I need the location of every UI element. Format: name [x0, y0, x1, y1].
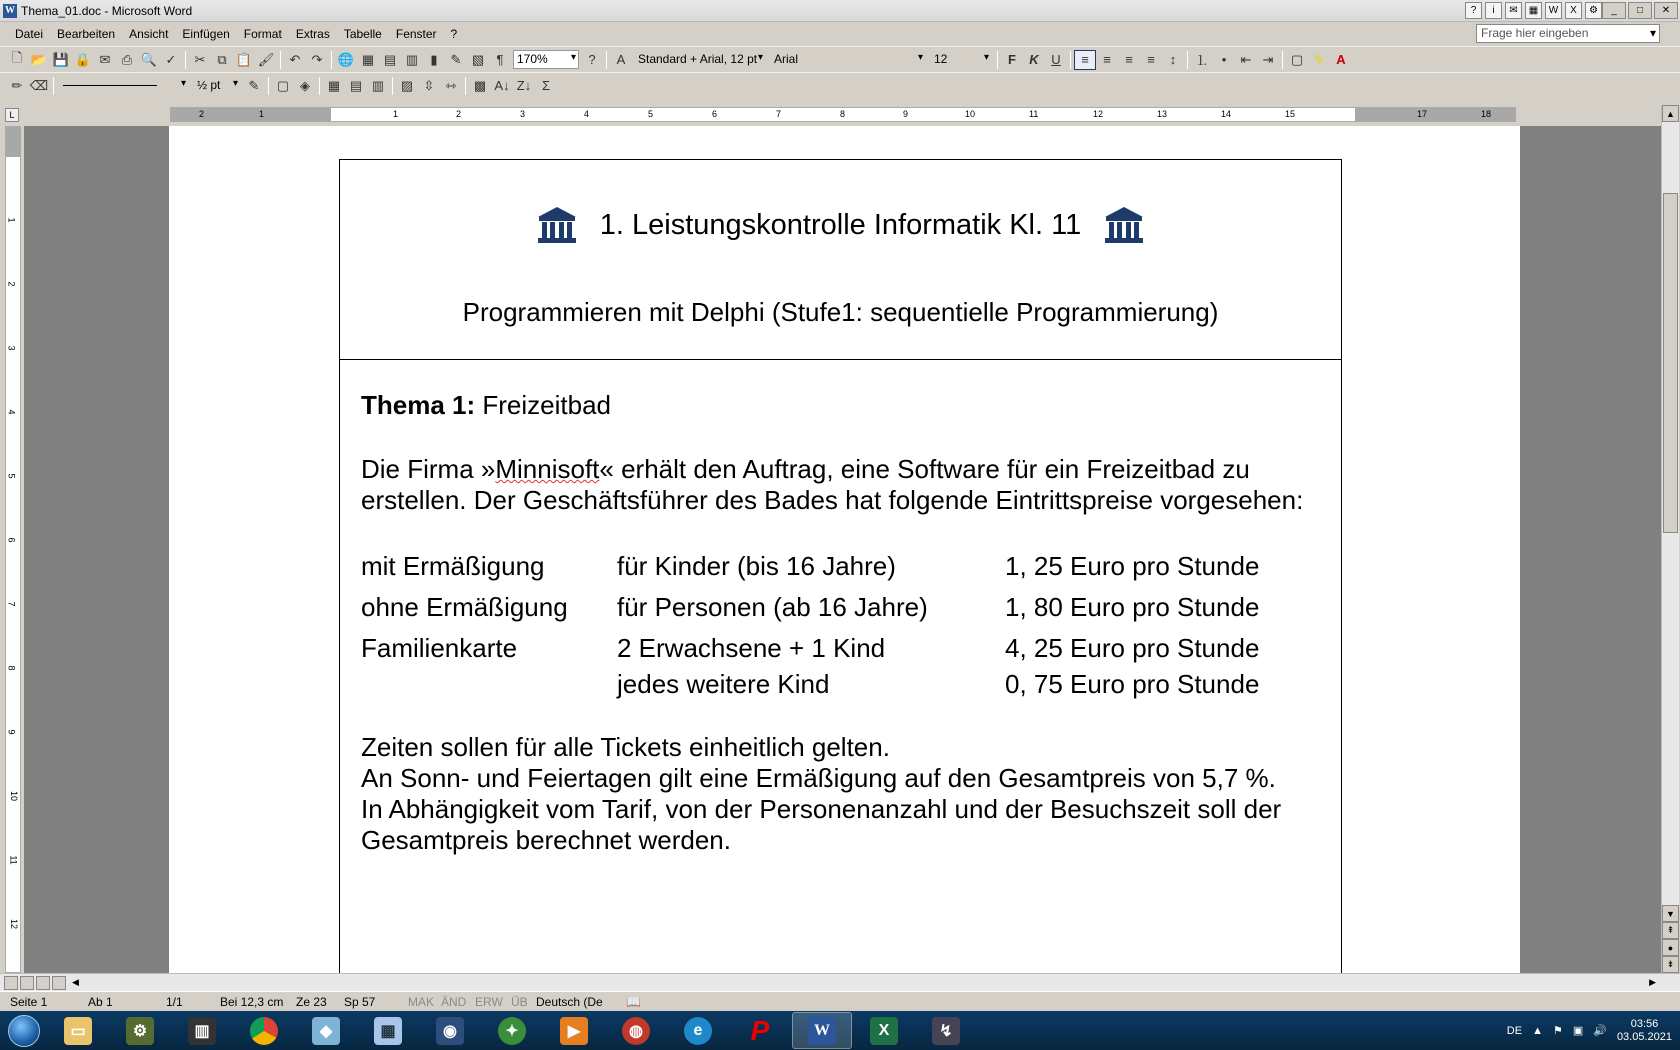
print-icon[interactable]: ⎙ [121, 51, 133, 67]
browse-object-icon[interactable]: ● [1662, 939, 1679, 956]
maximize-button[interactable]: □ [1628, 2, 1652, 19]
scroll-bottom-group [1662, 905, 1679, 973]
status-line: Ze 23 [296, 994, 327, 1009]
menu-datei[interactable]: Datei [15, 27, 44, 41]
close-button[interactable]: ✕ [1654, 2, 1678, 19]
document-canvas[interactable] [24, 126, 1661, 973]
tab-selector[interactable]: L [5, 108, 19, 122]
word-app-icon[interactable]: W [5, 5, 15, 16]
chip-icon: ▥ [188, 1017, 216, 1045]
info-icon[interactable]: i [1485, 2, 1502, 19]
menu-ansicht[interactable]: Ansicht [129, 27, 169, 41]
ruler-tick: 1 [393, 109, 399, 119]
menu-bearbeiten[interactable]: Bearbeiten [57, 27, 116, 41]
separator [268, 77, 269, 95]
menu-bar [0, 22, 1680, 46]
ruler-tick: 2 [199, 109, 205, 119]
columns-icon[interactable]: ▮ [430, 51, 438, 67]
rules-line: An Sonn- und Feiertagen gilt eine Ermäßigung auf den Gesamtpreis von 5,7 %. [361, 763, 1276, 793]
decrease-indent-icon[interactable]: ⇤ [1240, 51, 1252, 67]
price-who: für Kinder (bis 16 Jahre) [617, 551, 896, 581]
spellcheck-book-icon[interactable]: 📖 [626, 994, 641, 1009]
p-icon: P [750, 1014, 770, 1046]
separator [319, 77, 320, 95]
align-left-icon[interactable]: ≡ [1074, 50, 1096, 70]
vruler-tick: 5 [6, 473, 17, 479]
vruler-tick: 2 [6, 281, 17, 287]
separator [1070, 51, 1071, 69]
status-section: Ab 1 [88, 994, 113, 1009]
price-list [361, 546, 1320, 700]
cut-icon[interactable]: ✂ [194, 51, 206, 67]
doc-map-icon[interactable]: ▧ [471, 51, 485, 67]
zoom-select[interactable]: 170% ▾ [513, 50, 579, 69]
pilcrow-icon[interactable]: ¶ [496, 52, 504, 67]
permission-icon[interactable]: 🔒 [74, 51, 92, 67]
paste-icon[interactable]: 📋 [235, 51, 253, 67]
view-buttons [0, 976, 66, 990]
separator [1187, 51, 1188, 69]
status-bar [0, 991, 1680, 1011]
taskbar-app-tool[interactable] [916, 1012, 976, 1049]
taskbar-edge[interactable] [668, 1012, 728, 1049]
price-value: 1, 80 Euro pro Stunde [1005, 592, 1260, 622]
tables-toolbar [0, 72, 1680, 98]
temple-icon [536, 205, 578, 245]
autoformat-icon[interactable]: ▩ [473, 77, 487, 93]
separator [606, 51, 607, 69]
separator [331, 51, 332, 69]
rules-line: Zeiten sollen für alle Tickets einheitlich gelten. [361, 732, 890, 762]
insert-table-menu-icon[interactable]: ▦ [327, 77, 341, 93]
vruler-tick: 12 [9, 918, 20, 930]
excel-icon[interactable]: X [1565, 2, 1582, 19]
ruler-tick: 15 [1285, 109, 1296, 119]
minimize-button[interactable]: _ [1602, 2, 1626, 19]
price-who: 2 Erwachsene + 1 Kind [617, 633, 886, 663]
menu-format[interactable]: Format [243, 27, 282, 41]
eraser-icon[interactable]: ⌫ [29, 77, 49, 93]
price-type: mit Ermäßigung [361, 551, 545, 581]
taskbar-chrome[interactable] [234, 1012, 294, 1049]
status-column: Sp 57 [344, 994, 376, 1009]
edge-icon: e [684, 1017, 712, 1045]
border-icon[interactable]: ▢ [1290, 51, 1304, 67]
price-value: 0, 75 Euro pro Stunde [1005, 669, 1260, 699]
styles-icon[interactable]: A [616, 52, 626, 67]
separator [280, 51, 281, 69]
font-color-icon[interactable]: A [1336, 52, 1346, 67]
spell-error-word[interactable]: Minnisoft [495, 454, 600, 484]
standard-toolbar [0, 46, 1680, 72]
status-track[interactable]: ÄND [441, 994, 467, 1009]
separator [185, 51, 186, 69]
taskbar-app-gear[interactable] [110, 1012, 170, 1049]
status-extend[interactable]: ERW [475, 994, 503, 1009]
heading-row [340, 160, 1341, 245]
price-who: jedes weitere Kind [617, 669, 830, 699]
ruler-tick: 9 [903, 109, 909, 119]
menu-einfuegen[interactable]: Einfügen [182, 27, 230, 41]
copy-icon[interactable]: ⧉ [217, 51, 227, 67]
drawing-icon[interactable]: ✎ [450, 51, 462, 67]
style-select[interactable]: Standard + Arial, 12 pt ▾ [634, 50, 766, 69]
border-color-icon[interactable]: ✎ [248, 77, 260, 93]
ruler-tick: 8 [840, 109, 846, 119]
price-row [361, 587, 1320, 628]
page-title: 1. Leistungskontrolle Informatik Kl. 11 [599, 208, 1082, 241]
vruler-tick: 3 [6, 345, 17, 351]
prev-page-icon[interactable]: ⇞ [1662, 922, 1679, 939]
ruler-tick: 11 [1029, 109, 1039, 119]
glass-icon: ◆ [312, 1017, 340, 1045]
quick-icons [1465, 2, 1602, 19]
topic-title: Freizeitbad [475, 390, 611, 420]
bold-button[interactable]: F [1008, 52, 1016, 67]
ruler-tick: 17 [1417, 109, 1428, 119]
status-language[interactable]: Deutsch (De [536, 994, 603, 1009]
clock-time: 03:56 [1630, 1017, 1659, 1030]
menu-extras[interactable]: Extras [295, 27, 330, 41]
price-value: 1, 25 Euro pro Stunde [1005, 551, 1260, 581]
draw-table-icon[interactable]: ✏ [11, 77, 23, 93]
new-doc-icon[interactable]: 🗋 [11, 49, 23, 65]
align-center-icon[interactable]: ≡ [1103, 52, 1111, 67]
spelling-icon[interactable]: ✓ [165, 51, 177, 67]
exam-body [340, 360, 1341, 856]
help-icon[interactable]: ? [588, 52, 596, 67]
price-type: Familienkarte [361, 633, 518, 663]
hyperlink-icon[interactable]: 🌐 [337, 51, 355, 67]
undo-icon[interactable]: ↶ [289, 51, 301, 67]
menu-tabelle[interactable]: Tabelle [343, 27, 382, 41]
scroll-down-icon[interactable]: ▼ [1662, 905, 1679, 922]
ruler-tick: 1 [259, 109, 265, 119]
topic-label: Thema 1: [361, 390, 476, 420]
split-cells-icon[interactable]: ▥ [371, 77, 385, 93]
outside-border-icon[interactable]: ▢ [276, 77, 290, 93]
tool-icon: ↯ [932, 1017, 960, 1045]
chrome-icon [250, 1017, 278, 1045]
line-spacing-icon[interactable]: ↕ [1169, 52, 1177, 67]
delphi-icon: ◉ [436, 1017, 464, 1045]
vruler-tick: 10 [9, 790, 20, 802]
print-view-icon[interactable] [36, 976, 50, 990]
line-style-preview [63, 85, 157, 86]
increase-indent-icon[interactable]: ⇥ [1262, 51, 1274, 67]
document-page[interactable] [169, 126, 1520, 973]
calculator-icon: ▦ [374, 1017, 402, 1045]
bullets-icon[interactable]: • [1221, 52, 1227, 67]
italic-button[interactable]: K [1029, 52, 1039, 67]
ruler-tick: 10 [965, 109, 976, 119]
separator [1282, 51, 1283, 69]
topic-line [361, 390, 1320, 421]
word-icon[interactable]: W [1545, 2, 1562, 19]
shading-icon[interactable]: ◈ [300, 77, 310, 93]
vertical-ruler[interactable] [5, 126, 21, 973]
start-button[interactable] [0, 1011, 48, 1050]
ruler-tick: 12 [1093, 109, 1104, 119]
format-painter-icon[interactable]: 🖌 [257, 51, 275, 67]
taskbar-word[interactable] [792, 1012, 852, 1049]
word-icon: W [808, 1017, 836, 1045]
ruler-tick: 5 [648, 109, 654, 119]
taskbar-app-globe[interactable] [482, 1012, 542, 1049]
outline-view-icon[interactable] [52, 976, 66, 990]
taskbar-explorer[interactable] [48, 1012, 108, 1049]
insert-table-icon[interactable]: ▤ [383, 51, 397, 67]
taskbar-paint[interactable] [606, 1012, 666, 1049]
intro-text-a: Die Firma » [361, 454, 496, 484]
align-right-icon[interactable]: ≡ [1125, 52, 1133, 67]
insert-excel-icon[interactable]: ▥ [405, 51, 419, 67]
rules-paragraph [361, 732, 1320, 856]
redo-icon[interactable]: ↷ [311, 51, 323, 67]
vruler-tick: 1 [6, 217, 17, 223]
windows-orb-icon [8, 1015, 40, 1047]
autosum-icon[interactable]: Σ [541, 78, 551, 93]
normal-view-icon[interactable] [4, 976, 18, 990]
vruler-tick: 4 [6, 409, 17, 415]
taskbar [0, 1011, 1680, 1050]
ruler-track[interactable] [170, 107, 1516, 122]
taskbar-excel[interactable] [854, 1012, 914, 1049]
underline-button[interactable]: U [1051, 52, 1061, 67]
vruler-tick: 8 [6, 665, 17, 671]
vruler-tick: 7 [6, 601, 17, 607]
system-tray [1507, 1011, 1672, 1050]
title-bar [0, 0, 1680, 22]
taskbar-app-p[interactable] [730, 1012, 790, 1049]
ruler-tick: 6 [712, 109, 718, 119]
window-title: Thema_01.doc - Microsoft Word [21, 3, 193, 18]
taskbar-calculator[interactable] [358, 1012, 418, 1049]
line-style-select[interactable] [59, 76, 189, 95]
help-icon[interactable]: ? [1465, 2, 1482, 19]
web-view-icon[interactable] [20, 976, 34, 990]
calendar-icon[interactable]: ▦ [1525, 2, 1542, 19]
vruler-tick: 9 [6, 729, 17, 735]
save-icon[interactable]: 💾 [52, 51, 70, 67]
taskbar-delphi[interactable] [420, 1012, 480, 1049]
separator [392, 77, 393, 95]
intro-text-b: « erhält den Auftrag, eine Software für ein Freizeitbad zu erstellen. Der Geschäftsführer des Bades hat folgende Eintrittspreise vorgesehen: [361, 454, 1304, 515]
scroll-up-icon[interactable]: ▲ [1662, 105, 1679, 122]
network-icon[interactable]: ▣ [1572, 1025, 1584, 1037]
ruler-tick: 13 [1157, 109, 1168, 119]
gear-icon: ⚙ [126, 1017, 154, 1045]
line-weight-select[interactable]: ½ pt ▾ [193, 76, 241, 95]
volume-icon[interactable]: 🔊 [1593, 1025, 1607, 1037]
open-icon[interactable]: 📂 [30, 51, 48, 67]
scroll-thumb[interactable] [1663, 193, 1678, 533]
palette-icon: ◍ [622, 1017, 650, 1045]
status-page: Seite 1 [10, 994, 48, 1009]
ruler-tick: 14 [1221, 109, 1232, 119]
taskbar-media[interactable] [544, 1012, 604, 1049]
justify-icon[interactable]: ≡ [1147, 52, 1155, 67]
temple-icon [1103, 205, 1145, 245]
folder-icon: ▭ [64, 1017, 92, 1045]
exam-header [340, 160, 1341, 360]
window-controls [1602, 2, 1678, 19]
menu-help[interactable]: ? [450, 27, 458, 41]
status-pages: 1/1 [166, 994, 183, 1009]
merge-cells-icon[interactable]: ▤ [349, 77, 363, 93]
help-search-input[interactable]: Frage hier eingeben ▾ [1476, 24, 1660, 43]
clock[interactable] [1617, 1018, 1672, 1044]
status-overtype[interactable]: ÜB [511, 994, 528, 1009]
vertical-scrollbar[interactable] [1661, 105, 1679, 973]
numbering-icon[interactable]: ⒈ [1195, 53, 1209, 68]
status-position: Bei 12,3 cm [220, 994, 284, 1009]
separator [53, 77, 54, 95]
scroll-left-icon[interactable]: ◀ [72, 977, 79, 987]
next-page-icon[interactable]: ⇟ [1662, 956, 1679, 973]
font-size-select[interactable]: 12 ▾ [930, 50, 992, 69]
play-icon: ▶ [560, 1017, 588, 1045]
clock-date: 03.05.2021 [1616, 1030, 1672, 1043]
font-select[interactable]: Arial ▾ [770, 50, 926, 69]
price-value: 4, 25 Euro pro Stunde [1005, 633, 1260, 663]
horizontal-scrollbar[interactable] [0, 973, 1680, 991]
ruler-numbers [171, 108, 1515, 121]
sort-asc-icon[interactable]: A↓ [494, 78, 510, 93]
distribute-rows-icon[interactable]: ⇳ [423, 77, 435, 93]
price-type: ohne Ermäßigung [361, 592, 568, 622]
price-row [361, 546, 1320, 587]
settings-icon[interactable]: ⚙ [1585, 2, 1602, 19]
ruler-tick: 7 [776, 109, 782, 119]
cell-align-icon[interactable]: ▨ [400, 77, 414, 93]
price-row [361, 628, 1320, 669]
exam-frame [339, 159, 1342, 973]
scroll-right-icon[interactable]: ▶ [1649, 977, 1656, 987]
highlight-icon[interactable]: ✎ [1313, 51, 1325, 67]
tables-borders-icon[interactable]: ▦ [361, 51, 375, 67]
menu-fenster[interactable]: Fenster [395, 27, 437, 41]
excel-icon: X [870, 1017, 898, 1045]
price-who: für Personen (ab 16 Jahre) [617, 592, 928, 622]
tray-expand-icon[interactable]: ▲ [1532, 1024, 1543, 1037]
intro-paragraph [361, 454, 1320, 516]
vruler-margin [6, 127, 20, 157]
mail-icon[interactable]: ✉ [1505, 2, 1522, 19]
ruler-tick: 3 [520, 109, 526, 119]
vruler-tick: 6 [6, 537, 17, 543]
globe-icon: ✦ [498, 1017, 526, 1045]
page-subtitle: Programmieren mit Delphi (Stufe1: sequentielle Programmierung) [462, 297, 1219, 327]
ruler-tick: 2 [456, 109, 462, 119]
print-preview-icon[interactable]: 🔍 [140, 51, 158, 67]
status-macro[interactable]: MAK [408, 994, 435, 1009]
rules-line: In Abhängigkeit vom Tarif, von der Personenanzahl und der Besuchszeit soll der Gesamtpreis berechnet werden. [361, 794, 1282, 855]
input-language[interactable]: DE [1506, 1024, 1523, 1037]
taskbar-app-chip[interactable] [172, 1012, 232, 1049]
price-row [361, 669, 1320, 700]
separator [465, 77, 466, 95]
mail-recipient-icon[interactable]: ✉ [99, 51, 111, 67]
ruler-tick: 18 [1481, 109, 1492, 119]
distribute-cols-icon[interactable]: ⇿ [445, 77, 457, 93]
separator [997, 51, 998, 69]
sort-desc-icon[interactable]: Z↓ [516, 78, 532, 93]
taskbar-app-glass[interactable] [296, 1012, 356, 1049]
ruler-tick: 4 [584, 109, 590, 119]
flag-icon[interactable]: ⚑ [1552, 1025, 1563, 1037]
vruler-tick: 11 [8, 855, 19, 865]
horizontal-ruler [0, 105, 1680, 125]
